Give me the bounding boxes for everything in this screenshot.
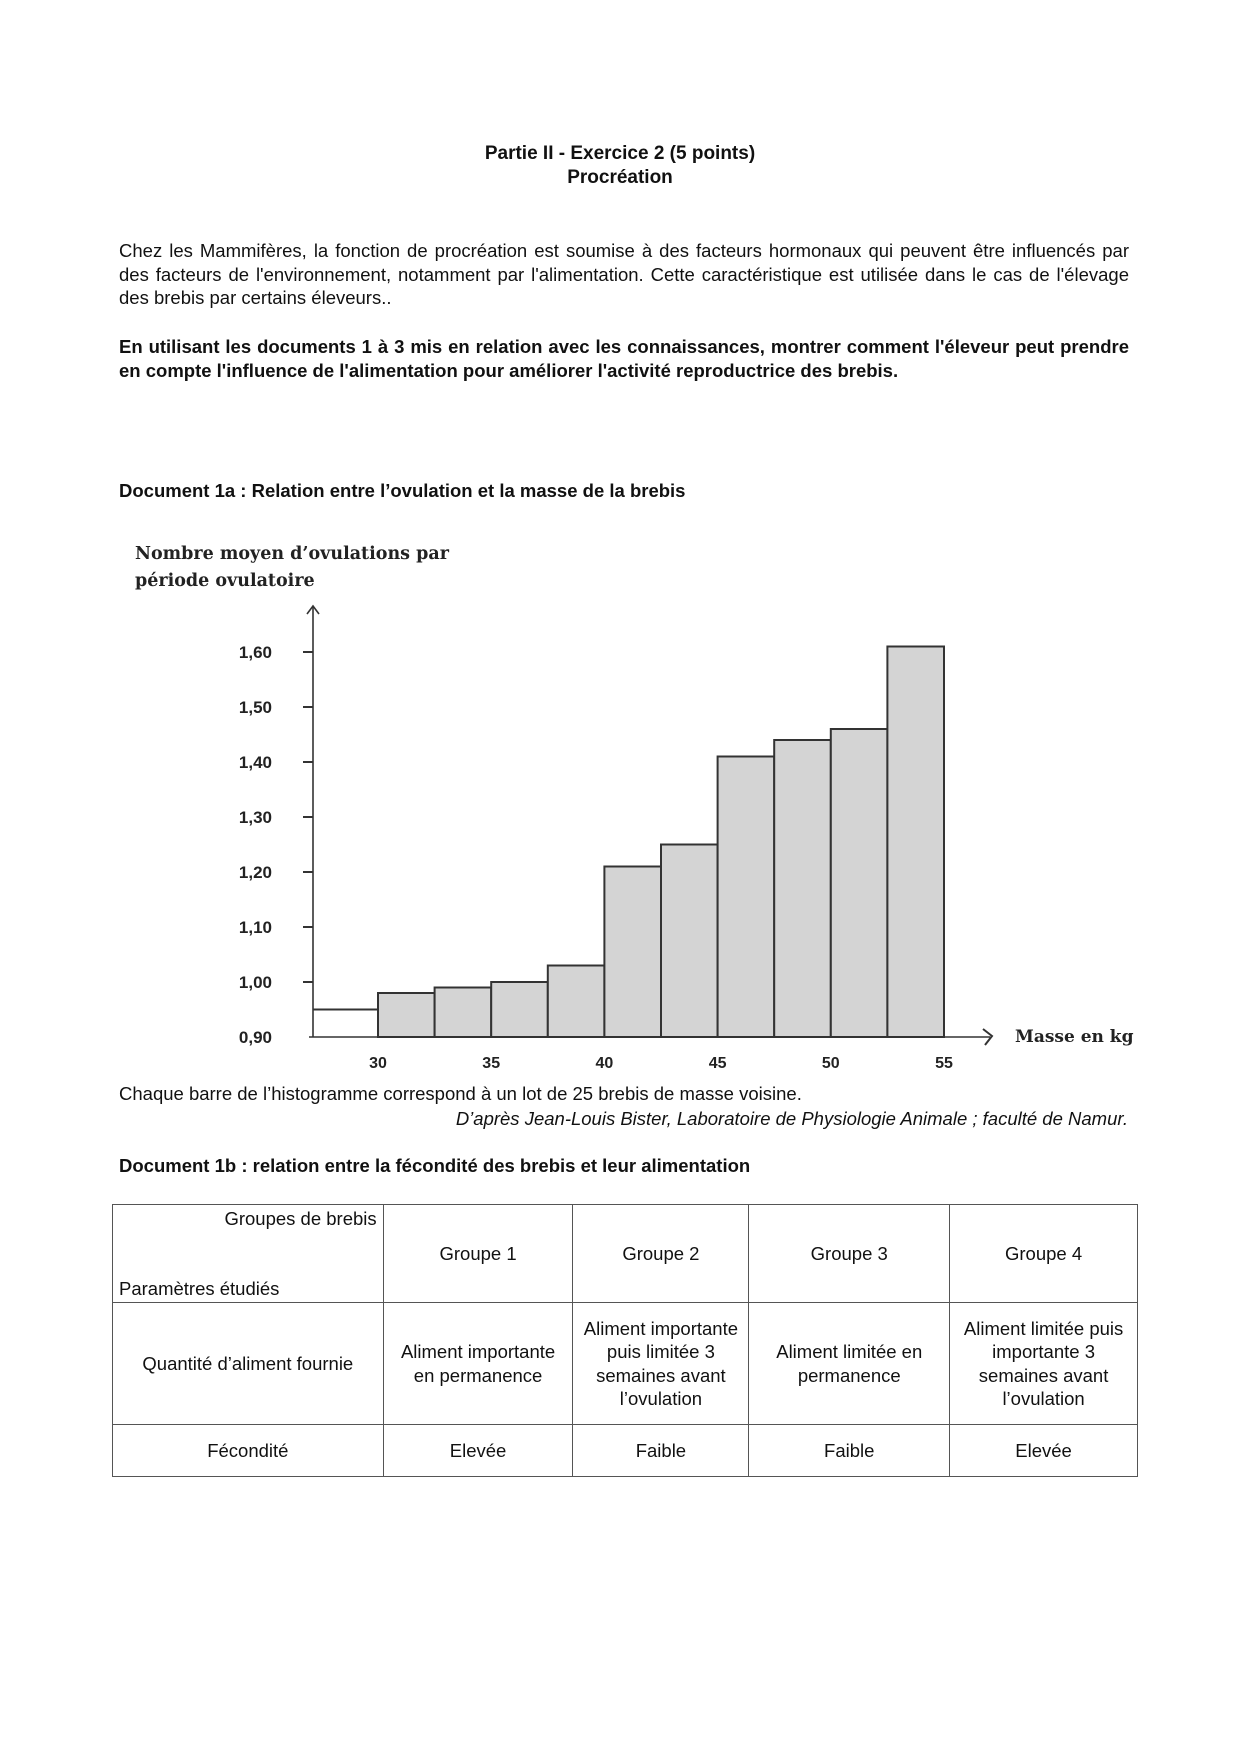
y-tick-label: 0,90 bbox=[238, 1028, 272, 1047]
row-label: Fécondité bbox=[113, 1425, 384, 1477]
x-tick-label: 50 bbox=[821, 1055, 840, 1072]
table-cell: Faible bbox=[573, 1425, 749, 1477]
exercise-subtitle: Procréation bbox=[567, 167, 673, 188]
y-axis bbox=[239, 606, 319, 1047]
table-cell: Aliment importante puis limitée 3 semaines avant l’ovulation bbox=[573, 1303, 749, 1425]
x-tick-label: 40 bbox=[595, 1055, 614, 1072]
histogram-bar bbox=[887, 647, 944, 1038]
histogram-bar bbox=[718, 757, 775, 1038]
table-corner-cell bbox=[113, 1205, 384, 1303]
x-tick-label: 45 bbox=[708, 1055, 727, 1072]
table-cell: Aliment limitée en permanence bbox=[749, 1303, 950, 1425]
table-cell: Aliment importante en permanence bbox=[383, 1303, 573, 1425]
table-cell: Elevée bbox=[950, 1425, 1138, 1477]
chart-xlabel: Masse en kg bbox=[1015, 1027, 1134, 1047]
y-tick-label: 1,20 bbox=[238, 863, 272, 882]
y-tick-label: 1,50 bbox=[238, 698, 272, 717]
x-tick-label: 30 bbox=[369, 1055, 387, 1072]
exercise-title: Partie II - Exercice 2 (5 points) bbox=[484, 143, 756, 164]
histogram-bar bbox=[435, 988, 492, 1038]
corner-groups-label: Groupes de brebis bbox=[224, 1208, 377, 1229]
histogram-bars bbox=[313, 647, 944, 1038]
question-paragraph: En utilisant les documents 1 à 3 mis en relation avec les connaissances, montrer comment l'éleveur peut prendre en compte l'influence de l'alimentation pour améliorer l'activité reproductrice des brebis. bbox=[119, 336, 1129, 381]
histogram-bar bbox=[548, 966, 605, 1038]
histogram-bar bbox=[378, 993, 435, 1037]
corner-parameters-label: Paramètres étudiés bbox=[119, 1277, 280, 1299]
y-tick-label: 1,60 bbox=[238, 643, 272, 662]
y-tick-label: 1,30 bbox=[238, 808, 272, 827]
histogram-bar bbox=[831, 729, 888, 1037]
x-tick-label: 35 bbox=[482, 1055, 501, 1072]
doc1a-heading: Document 1a : Relation entre l’ovulation et la masse de la brebis bbox=[119, 480, 686, 501]
table-row bbox=[113, 1425, 1138, 1477]
chart-ylabel-line1: Nombre moyen d’ovulations par bbox=[135, 544, 449, 564]
group-header: Groupe 4 bbox=[950, 1205, 1138, 1303]
group-header: Groupe 1 bbox=[383, 1205, 573, 1303]
intro-paragraph: Chez les Mammifères, la fonction de procréation est soumise à des facteurs hormonaux qui peuvent être influencés par des facteurs de l'environnement, notamment par l'alimentation. Cette caractéristique est utilisée dans le cas de l'élevage des brebis par certains éleveurs.. bbox=[119, 240, 1129, 308]
x-tick-label: 55 bbox=[935, 1055, 953, 1072]
fecundity-table bbox=[112, 1204, 1138, 1477]
histogram-bar bbox=[491, 982, 548, 1037]
group-header: Groupe 3 bbox=[749, 1205, 950, 1303]
chart-source: D’après Jean-Louis Bister, Laboratoire de Physiologie Animale ; faculté de Namur. bbox=[455, 1108, 1128, 1129]
table-cell: Aliment limitée puis importante 3 semaines avant l’ovulation bbox=[950, 1303, 1138, 1425]
chart-caption: Chaque barre de l’histogramme correspond à un lot de 25 brebis de masse voisine. bbox=[119, 1083, 802, 1104]
table-cell: Elevée bbox=[383, 1425, 573, 1477]
group-header: Groupe 2 bbox=[573, 1205, 749, 1303]
histogram-bar bbox=[604, 867, 661, 1038]
histogram-bar bbox=[774, 740, 831, 1037]
y-tick-label: 1,10 bbox=[238, 918, 272, 937]
doc1b-heading: Document 1b : relation entre la fécondité des brebis et leur alimentation bbox=[119, 1155, 751, 1176]
y-tick-label: 1,00 bbox=[238, 973, 272, 992]
table-cell: Faible bbox=[749, 1425, 950, 1477]
table-row bbox=[113, 1303, 1138, 1425]
chart-ylabel-line2: période ovulatoire bbox=[135, 571, 315, 591]
y-tick-label: 1,40 bbox=[238, 753, 272, 772]
row-label: Quantité d’aliment fournie bbox=[113, 1303, 384, 1425]
histogram-bar bbox=[661, 845, 718, 1038]
table-header-row bbox=[113, 1205, 1138, 1303]
